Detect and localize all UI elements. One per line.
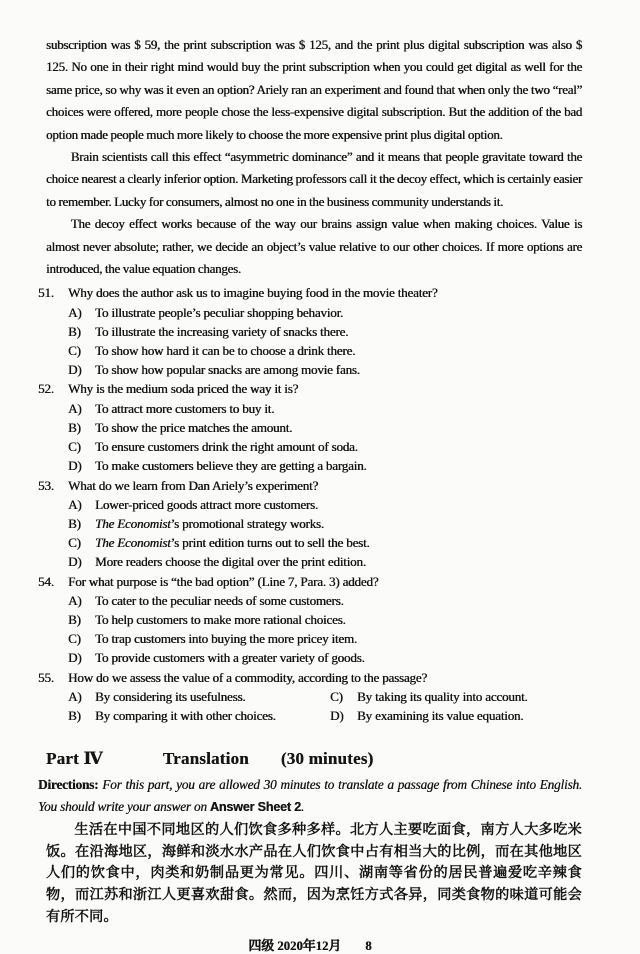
option-text: To show how popular snacks are among movie fans.: [95, 362, 360, 378]
option-group: [68, 687, 582, 725]
option-group: [68, 399, 582, 476]
option-label: D): [68, 650, 82, 666]
reading-passage: [38, 34, 582, 280]
option-label: B): [68, 707, 81, 723]
option-text: To cater to the peculiar needs of some customers.: [95, 592, 344, 608]
part-duration: (30 minutes): [280, 749, 374, 769]
question-51: [38, 283, 582, 379]
option-label: B): [68, 323, 81, 339]
question-text: How do we assess the value of a commodity, according to the passage?: [68, 669, 427, 685]
option-label: D): [68, 554, 82, 570]
option-label: D): [330, 707, 344, 723]
option-group: [68, 495, 582, 572]
option-italic: The Economist: [95, 535, 171, 551]
option-text: To help customers to make more rational choices.: [95, 611, 346, 627]
option-d: [68, 648, 582, 667]
option-label: C): [68, 631, 81, 647]
option-text: To ensure customers drink the right amount of soda.: [95, 439, 358, 455]
page-number: 8: [365, 939, 372, 954]
option-text: To show how hard it can be to choose a drink there.: [95, 343, 356, 359]
answer-sheet-ref: Answer Sheet 2: [209, 799, 301, 814]
question-text: For what purpose is “the bad option” (Line 7, Para. 3) added?: [68, 573, 379, 589]
option-d: [68, 456, 582, 475]
option-group: [68, 303, 582, 380]
option-label: B): [68, 419, 81, 435]
option-b: [68, 418, 582, 437]
option-label: C): [330, 688, 343, 704]
question-text: Why is the medium soda priced the way it is?: [68, 381, 299, 397]
option-label: C): [68, 439, 81, 455]
option-text: To illustrate the increasing variety of snacks there.: [95, 323, 349, 339]
option-label: C): [68, 343, 81, 359]
option-text: The Economist’s print edition turns out to sell the best.: [95, 535, 370, 551]
option-b: [68, 706, 330, 725]
question-number: 55.: [38, 669, 54, 685]
option-label: D): [68, 362, 82, 378]
option-text: By examining its value equation.: [357, 707, 524, 723]
passage-paragraph: Brain scientists call this effect “asymmetric dominance” and it means that people gravitate toward the choice nearest a clearly inferior option. Marketing professors call it the decoy effect, which is certainly easier to remember. Lucky for consumers, almost no one in the business community understands it.: [46, 149, 582, 209]
option-d: [330, 706, 582, 725]
option-text: To illustrate people’s peculiar shopping behavior.: [95, 304, 343, 320]
option-a: [68, 303, 582, 322]
option-c: [68, 341, 582, 360]
option-label: A): [68, 592, 82, 608]
option-text: By comparing it with other choices.: [95, 707, 276, 723]
option-c: [68, 533, 582, 552]
option-c: [330, 687, 582, 706]
option-text: To attract more customers to buy it.: [95, 400, 275, 416]
question-55: [38, 668, 582, 726]
option-b: [68, 322, 582, 341]
option-italic: The Economist: [95, 515, 171, 531]
question-number: 51.: [38, 285, 54, 301]
option-d: [68, 360, 582, 379]
option-label: A): [68, 400, 82, 416]
question-text: What do we learn from Dan Ariely’s experiment?: [68, 477, 319, 493]
option-label: D): [68, 458, 82, 474]
question-list: [38, 283, 582, 725]
option-label: A): [68, 304, 82, 320]
directions-label: Directions:: [38, 777, 99, 793]
option-b: [68, 610, 582, 629]
chinese-translation-passage: 生活在中国不同地区的人们饮食多种多样。北方人主要吃面食，南方人大多吃米饭。在沿海地区，海鲜和淡水水产品在人们饮食中占有相当大的比例，而在其他地区人们的饮食中，肉类和奶制品更为常见。四川、湖南等省份的居民普遍爱吃辛辣食物，而江苏和浙江人更喜欢甜食。然而，因为烹饪方式各异，同类食物的味道可能会有所不同。: [46, 822, 582, 925]
option-label: C): [68, 535, 81, 551]
option-a: [68, 399, 582, 418]
page-footer: [38, 935, 582, 954]
option-text: The Economist’s promotional strategy works.: [95, 515, 324, 531]
option-c: [68, 437, 582, 456]
part-label: Part Ⅳ: [46, 749, 103, 769]
directions-period: .: [300, 798, 305, 814]
directions-text: For this part, you are allowed 30 minutes to translate a passage from Chinese into English. You should write your answer on: [38, 777, 582, 814]
footer-label: 四级 2020年12月: [248, 939, 342, 954]
question-text: Why does the author ask us to imagine buying food in the movie theater?: [68, 285, 438, 301]
option-text: By taking its quality into account.: [357, 688, 528, 704]
question-number: 54.: [38, 573, 54, 589]
option-text: To trap customers into buying the more pricey item.: [95, 631, 357, 647]
option-label: B): [68, 515, 81, 531]
option-label: A): [68, 496, 82, 512]
question-52: [38, 379, 582, 475]
option-a: [68, 687, 330, 706]
option-a: [68, 591, 582, 610]
option-d: [68, 552, 582, 571]
directions: [38, 774, 582, 818]
option-label: B): [68, 611, 81, 627]
option-c: [68, 629, 582, 648]
question-53: [38, 476, 582, 572]
option-text: Lower-priced goods attract more customers.: [95, 496, 318, 512]
option-text: More readers choose the digital over the print edition.: [95, 554, 366, 570]
option-b: [68, 514, 582, 533]
option-text: To provide customers with a greater variety of goods.: [95, 650, 365, 666]
option-text: By considering its usefulness.: [95, 688, 246, 704]
part-title: Translation: [162, 749, 249, 769]
question-number: 52.: [38, 381, 54, 397]
option-text: To make customers believe they are getting a bargain.: [95, 458, 367, 474]
option-group: [68, 591, 582, 668]
passage-paragraph: The decoy effect works because of the way our brains assign value when making choices. Value is almost never absolute; rather, we decide an object’s value relative to our other choices. If more options are introduced, the value equation changes.: [46, 216, 582, 277]
question-54: [38, 572, 582, 668]
option-a: [68, 495, 582, 514]
part4-header: [46, 749, 582, 769]
option-label: A): [68, 688, 82, 704]
question-number: 53.: [38, 477, 54, 493]
option-text: To show the price matches the amount.: [95, 419, 293, 435]
passage-paragraph: subscription was $ 59, the print subscription was $ 125, and the print plus digital subscription was also $ 125. No one in their right mind would buy the print subscription when you could get digital as well for the same price, so why was it even an option? Ariely ran an experiment and found that when only the two “real” choices were offered, more people chose the less-expensive digital subscription. But the addition of the bad option made people much more likely to choose the more expensive print plus digital option.: [46, 37, 582, 142]
